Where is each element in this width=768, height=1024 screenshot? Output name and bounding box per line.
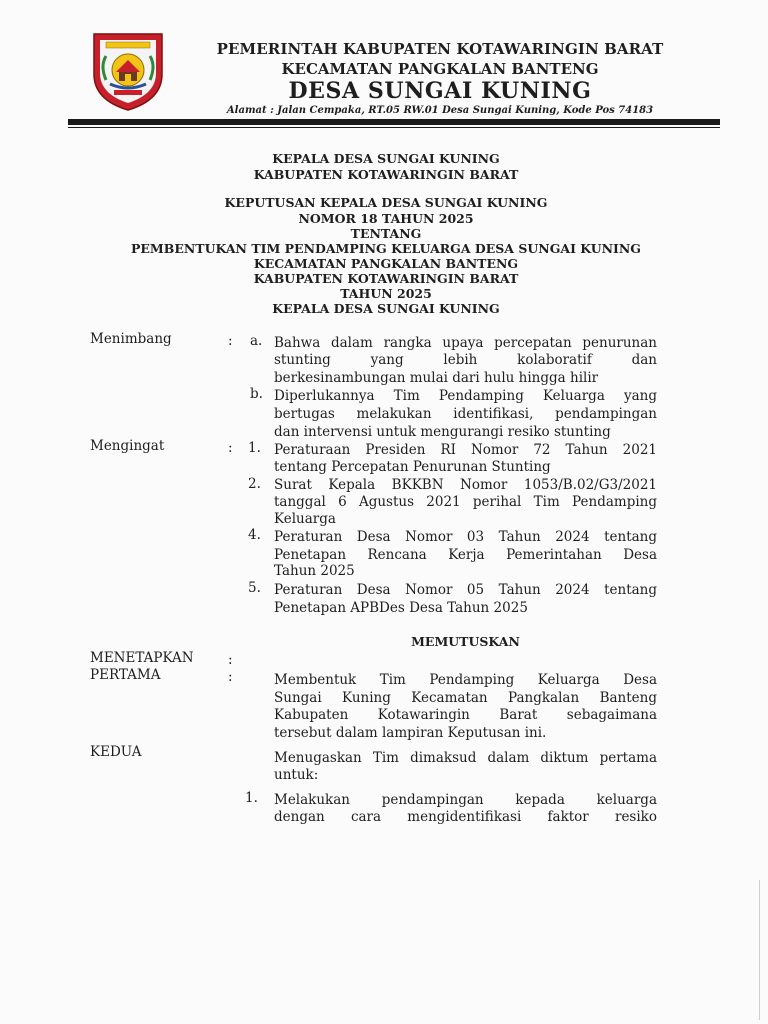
kedua-text: Menugaskan Tim dimaksud dalam diktum pertama [274, 750, 657, 766]
mengingat-text: tentang Percepatan Penurunan Stunting [274, 459, 551, 475]
menimbang-label: Menimbang [90, 331, 172, 347]
list-marker: b. [250, 386, 263, 402]
letterhead-district: KECAMATAN PANGKALAN BANTENG [281, 60, 599, 78]
menetapkan-colon: : [228, 652, 233, 668]
mengingat-text: Surat Kepala BKKBN Nomor 1053/B.02/G3/2021 [274, 477, 657, 493]
letterhead-government: PEMERINTAH KABUPATEN KOTAWARINGIN BARAT [216, 40, 664, 58]
kedua-label: KEDUA [90, 744, 142, 760]
regency-emblem-icon [88, 26, 168, 112]
title-line: KECAMATAN PANGKALAN BANTENG [253, 256, 519, 271]
menimbang-text: berkesinambungan mulai dari hulu hingga hilir [274, 370, 599, 386]
mengingat-text: Penetapan Rencana Kerja Pemerintahan Desa [274, 547, 657, 563]
menetapkan-label: MENETAPKAN [90, 650, 194, 666]
pertama-text: Sungai Kuning Kecamatan Pangkalan Banteng [274, 690, 657, 706]
letterhead-address: Alamat : Jalan Cempaka, RT.05 RW.01 Desa Sungai Kuning, Kode Pos 74183 [226, 105, 654, 116]
mengingat-colon: : [228, 440, 233, 456]
menimbang-text: Diperlukannya Tim Pendamping Keluarga yang [274, 388, 657, 404]
mengingat-label: Mengingat [90, 438, 165, 454]
pertama-text: Kabupaten Kotawaringin Barat sebagaimana [274, 707, 657, 723]
title-line: KEPALA DESA SUNGAI KUNING [272, 151, 500, 166]
mengingat-text: Peraturaan Presiden RI Nomor 72 Tahun 2021 [274, 442, 657, 458]
pertama-text: tersebut dalam lampiran Keputusan ini. [274, 725, 547, 741]
title-line: KABUPATEN KOTAWARINGIN BARAT [253, 167, 519, 182]
letterhead-divider-thin [68, 127, 720, 128]
mengingat-text: Peraturan Desa Nomor 05 Tahun 2024 tentang [274, 582, 657, 598]
list-marker: 4. [248, 527, 261, 543]
mengingat-text: Keluarga [274, 511, 336, 527]
letterhead-village: DESA SUNGAI KUNING [288, 78, 592, 104]
list-marker: a. [250, 333, 263, 349]
pertama-colon: : [228, 669, 233, 685]
menimbang-text: stunting yang lebih kolaboratif dan [274, 352, 657, 368]
letterhead-divider [68, 119, 720, 125]
list-marker: 1. [245, 790, 258, 806]
title-line: KABUPATEN KOTAWARINGIN BARAT [253, 271, 519, 286]
list-marker: 1. [248, 440, 261, 456]
memutuskan-heading: MEMUTUSKAN [411, 634, 520, 649]
list-marker: 5. [248, 580, 261, 596]
pertama-text: Membentuk Tim Pendamping Keluarga Desa [274, 672, 657, 688]
title-line: KEPUTUSAN KEPALA DESA SUNGAI KUNING [224, 195, 548, 210]
title-line: PEMBENTUKAN TIM PENDAMPING KELUARGA DESA SUNGAI KUNING [131, 241, 641, 256]
mengingat-text: tanggal 6 Agustus 2021 perihal Tim Pendamping [274, 494, 657, 510]
mengingat-text: Penetapan APBDes Desa Tahun 2025 [274, 600, 528, 616]
scan-edge [759, 880, 760, 1020]
kedua-text: dengan cara mengidentifikasi faktor resiko [274, 809, 657, 825]
menimbang-text: dan intervensi untuk mengurangi resiko stunting [274, 424, 611, 440]
title-line: TENTANG [350, 226, 422, 241]
mengingat-text: Tahun 2025 [274, 563, 355, 579]
kedua-text: untuk: [274, 767, 319, 783]
menimbang-colon: : [228, 333, 233, 349]
title-line: NOMOR 18 TAHUN 2025 [298, 211, 474, 226]
menimbang-text: Bahwa dalam rangka upaya percepatan penurunan [274, 335, 657, 351]
kedua-text: Melakukan pendampingan kepada keluarga [274, 792, 657, 808]
pertama-label: PERTAMA [90, 667, 161, 683]
menimbang-text: bertugas melakukan identifikasi, pendampingan [274, 406, 657, 422]
title-line: KEPALA DESA SUNGAI KUNING [272, 301, 500, 316]
title-line: TAHUN 2025 [340, 286, 432, 301]
list-marker: 2. [248, 476, 261, 492]
mengingat-text: Peraturan Desa Nomor 03 Tahun 2024 tentang [274, 529, 657, 545]
